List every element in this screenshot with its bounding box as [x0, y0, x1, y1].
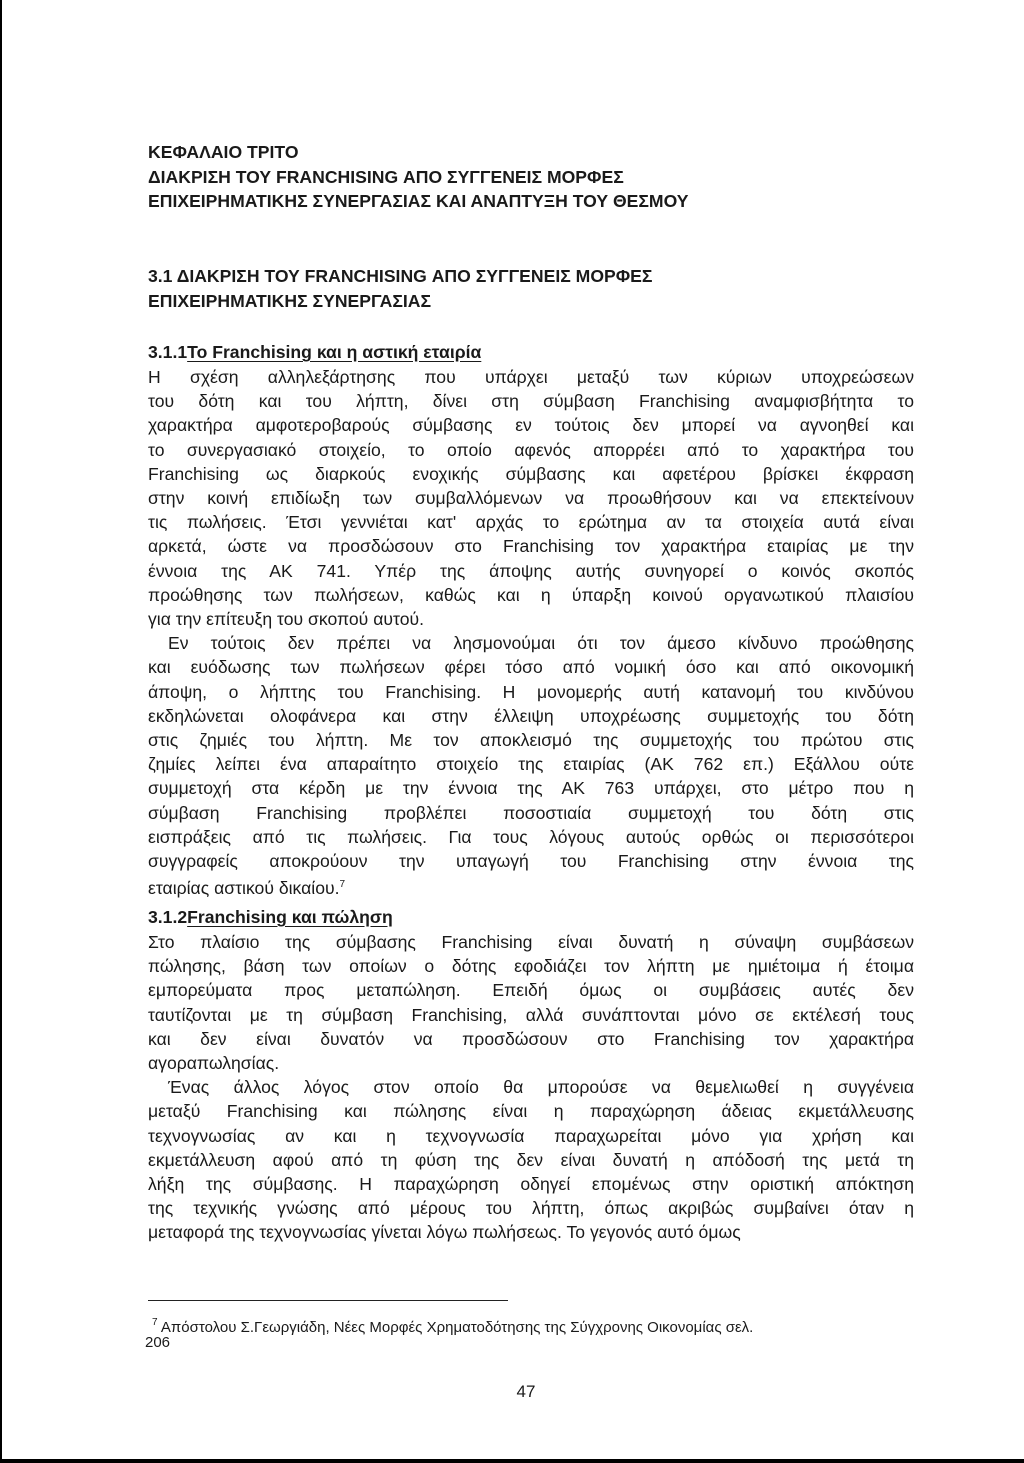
footnote-page: 206: [145, 1334, 171, 1351]
body-text: της τεχνικής γνώσης από μέρους του λήπτη, όπως ακριβώς συμβαίνει όταν η: [148, 1198, 914, 1219]
body-text-line: [148, 931, 914, 953]
body-text: τις πωλήσεις. Έτσι γεννιέται κατ' αρχάς το ερώτημα αν τα στοιχεία αυτά είναι: [148, 512, 914, 533]
page-number: 47: [516, 1382, 536, 1401]
body-text-line: [148, 1028, 914, 1050]
body-text-line: [148, 511, 914, 533]
body-text-line: [148, 1125, 914, 1147]
body-text-line: [148, 535, 914, 557]
body-text: συμμετοχή στα κέρδη με την έννοια της ΑΚ 763 υπάρχει, στο μέτρο που η: [148, 778, 914, 799]
subsection-heading: [148, 906, 914, 928]
body-text: συγγραφείς αποκρούουν την υπαγωγή του Franchising στην έννοια της: [148, 851, 914, 871]
body-text: Εν τούτοις δεν πρέπει να λησμονούμαι ότι τον άμεσο κίνδυνο προώθησης: [168, 633, 914, 654]
section-heading-line: ΕΠΙΧΕΙΡΗΜΑΤΙΚΗΣ ΣΥΝΕΡΓΑΣΙΑΣ: [148, 291, 432, 311]
body-text-line: [148, 826, 914, 848]
body-text: πώλησης, βάση των οποίων ο δότης εφοδιάζει τον λήπτη με ημιέτοιμα ή έτοιμα: [148, 956, 914, 977]
body-text-line: [148, 414, 914, 436]
body-text-line: [148, 874, 914, 899]
body-text-line: [148, 753, 914, 775]
body-text-line: [148, 487, 914, 509]
body-text: για την επίτευξη του σκοπού αυτού.: [148, 609, 424, 629]
body-text-line: [148, 729, 914, 751]
chapter-heading: ΚΕΦΑΛΑΙΟ ΤΡΙΤΟ: [148, 142, 299, 162]
body-text: Στο πλαίσιο της σύμβασης Franchising είναι δυνατή η σύναψη συμβάσεων: [148, 932, 914, 952]
body-text: αγοραπωλησίας.: [148, 1053, 280, 1073]
body-text-line: [148, 1149, 914, 1171]
body-text: εκμετάλλευση αφού από τη φύση της δεν είναι δυνατή η απόδοσή της μετά τη: [148, 1149, 914, 1170]
body-text: εκδηλώνεται ολοφάνερα και στην έλλειψη υποχρέωσης συμμετοχής του δότη: [148, 705, 914, 726]
subsection-title: Το Franchising και η αστική εταιρία: [187, 342, 482, 362]
body-text: άποψη, ο λήπτης του Franchising. Η μονομερής αυτή κατανομή του κινδύνου: [148, 681, 914, 702]
body-text-line: [168, 1076, 914, 1098]
body-text-line: [148, 705, 914, 727]
footnote-ref: 7: [339, 879, 346, 891]
body-text-line: [148, 584, 914, 606]
body-text: μεταφορά της τεχνογνωσίας γίνεται λόγω πωλήσεως. Το γεγονός αυτό όμως: [148, 1222, 741, 1243]
body-text: στις ζημιές του λήπτη. Με τον αποκλεισμό της συμμετοχής του πρώτου στις: [148, 730, 914, 750]
body-text: Franchising ως διαρκούς ενοχικής σύμβασης και αφετέρου βρίσκει έκφραση: [148, 463, 914, 484]
body-text: Η σχέση αλληλεξάρτησης που υπάρχει μεταξύ των κύριων υποχρεώσεων: [148, 367, 914, 387]
footnote-text: Απόστολου Σ.Γεωργιάδη, Νέες Μορφές Χρηματοδότησης της Σύγχρονης Οικονομίας σελ.: [160, 1319, 754, 1336]
body-text: σύμβαση Franchising προβλέπει ποσοστιαία συμμετοχή του δότη στις: [148, 802, 914, 823]
body-text: ζημίες λείπει ένα απαραίτητο στοιχείο της εταιρίας (ΑΚ 762 επ.) Εξάλλου ούτε: [148, 754, 914, 775]
body-text: χαρακτήρα αμφοτεροβαρούς σύμβασης εν τούτοις δεν μπορεί να αγνοηθεί και: [148, 415, 914, 436]
footnote: [152, 1314, 753, 1337]
body-text: εισπράξεις από τις πωλήσεις. Για τους λόγους αυτούς ορθώς οι περισσότεροι: [148, 826, 914, 847]
body-text-line: [148, 439, 914, 461]
body-text-line: [148, 656, 914, 678]
body-text: και ευόδωσης των πωλήσεων φέρει τόσο από νομική όσο και από οικονομική: [148, 657, 914, 678]
body-text: αρκετά, ώστε να προσδώσουν στο Franchising τον χαρακτήρα εταιρίας με την: [148, 536, 914, 557]
subsection-title: Franchising και πώληση: [187, 907, 393, 927]
body-text-line: [148, 955, 914, 977]
body-text-line: [148, 1052, 914, 1074]
body-text: στην κοινή επιδίωξη των συμβαλλόμενων να προωθήσουν και να επεκτείνουν: [148, 488, 914, 508]
body-text-line: [148, 390, 914, 412]
body-text-line: [148, 1004, 914, 1026]
body-text: του δότη και του λήπτη, δίνει στη σύμβαση Franchising αναμφισβήτητα το: [148, 391, 914, 412]
subsection-number: 3.1.2: [148, 907, 188, 927]
subsection-number: 3.1.1: [148, 342, 188, 362]
body-text: λήξη της σύμβασης. Η παραχώρηση οδηγεί επομένως στην οριστική απόκτηση: [148, 1174, 914, 1194]
body-text: εμπορεύματα προς μεταπώληση. Επειδή όμως οι συμβάσεις αυτές δεν: [148, 980, 914, 1001]
subsection-heading: [148, 341, 914, 363]
body-text-line: [148, 1221, 914, 1243]
body-text-line: [148, 366, 914, 388]
section-heading: 3.1 ΔΙΑΚΡΙΣΗ ΤΟΥ FRANCHISING ΑΠΟ ΣΥΓΓΕΝΕΙΣ ΜΟΡΦΕΣ: [148, 266, 653, 286]
body-text: εταιρίας αστικού δικαίου.: [148, 878, 340, 899]
body-text: προώθησης των πωλήσεων, καθώς και η ύπαρξη κοινού οργανωτικού πλαισίου: [148, 584, 914, 605]
body-text-line: [148, 1173, 914, 1195]
body-text-line: [148, 681, 914, 703]
body-text-line: [148, 850, 914, 872]
body-text: το συνεργασιακό στοιχείο, το οποίο αφενός απορρέει από το χαρακτήρα του: [148, 439, 914, 460]
body-text: ταυτίζονται με τη σύμβαση Franchising, αλλά συνάπτονται μόνο σε εκτέλεσή τους: [148, 1004, 914, 1025]
body-text-line: [168, 632, 914, 654]
body-text-line: [148, 802, 914, 824]
body-text: και δεν είναι δυνατόν να προσδώσουν στο Franchising τον χαρακτήρα: [148, 1028, 914, 1049]
body-text-line: [148, 608, 914, 630]
footnote-separator: [148, 1300, 508, 1301]
chapter-title-line: ΕΠΙΧΕΙΡΗΜΑΤΙΚΗΣ ΣΥΝΕΡΓΑΣΙΑΣ ΚΑΙ ΑΝΑΠΤΥΞΗ ΤΟΥ ΘΕΣΜΟΥ: [148, 191, 689, 211]
body-text: Ένας άλλος λόγος στον οποίο θα μπορούσε να θεμελιωθεί η συγγένεια: [168, 1077, 914, 1098]
body-text-line: [148, 777, 914, 799]
body-text: μεταξύ Franchising και πώλησης είναι η παραχώρηση άδειας εκμετάλλευσης: [148, 1101, 914, 1122]
body-text-line: [148, 1197, 914, 1219]
body-text-line: [148, 463, 914, 485]
body-text-line: [148, 560, 914, 582]
body-text-line: [148, 979, 914, 1001]
body-text: έννοια της ΑΚ 741. Υπέρ της άποψης αυτής συνηγορεί ο κοινός σκοπός: [148, 560, 914, 581]
chapter-title-line: ΔΙΑΚΡΙΣΗ ΤΟΥ FRANCHISING ΑΠΟ ΣΥΓΓΕΝΕΙΣ ΜΟΡΦΕΣ: [148, 167, 624, 187]
body-text-line: [148, 1100, 914, 1122]
body-text: τεχνογνωσίας αν και η τεχνογνωσία παραχωρείται μόνο για χρήση και: [148, 1125, 914, 1146]
footnote-number: 7: [152, 1317, 158, 1328]
